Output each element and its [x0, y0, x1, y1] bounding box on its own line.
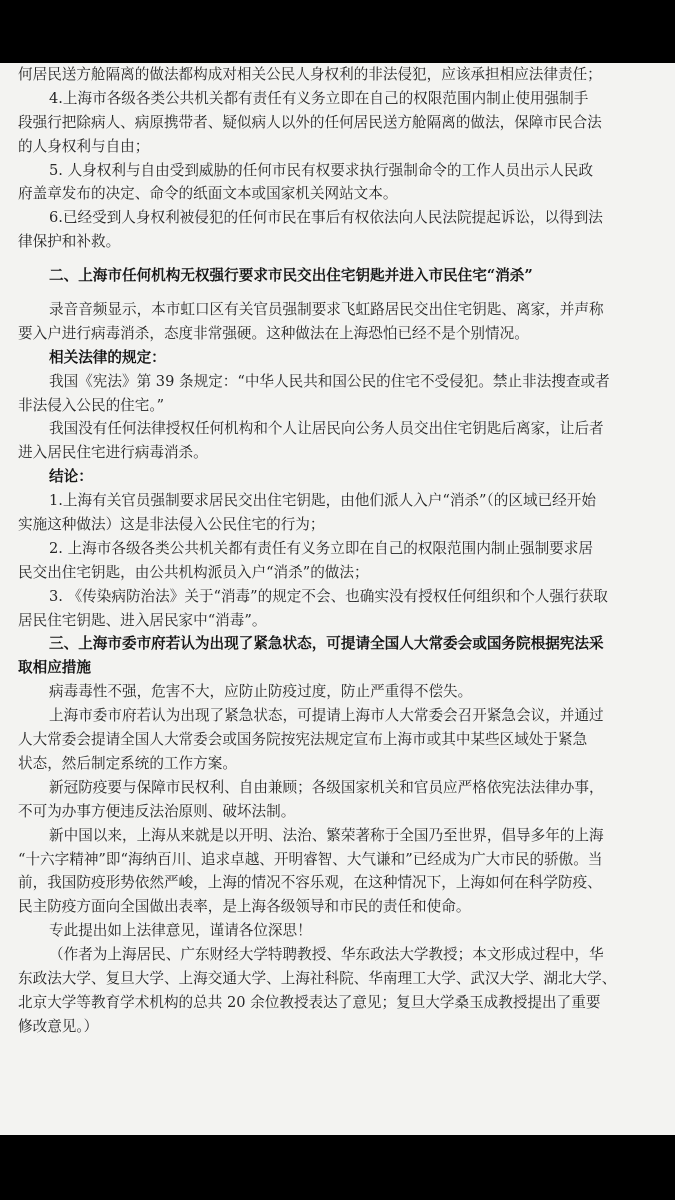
text-line: 进入居民住宅进行病毒消杀。 — [18, 444, 208, 462]
text-line: 状态，然后制定系统的工作方案。 — [18, 754, 237, 772]
text-line: 民主防疫方面向全国做出表率，是上海各级领导和市民的责任和使命。 — [18, 898, 471, 916]
text-line: 人大常委会提请全国人大常委会或国务院按宪法规定宣布上海市或其中某些区域处于紧急 — [18, 731, 588, 749]
text-line: “十六字精神”即“海纳百川、追求卓越、开明睿智、大气谦和”已经成为广大市民的骄傲。当 — [18, 850, 603, 868]
text-line: 我国没有任何法律授权任何机构和个人让居民向公务人员交出住宅钥匙后离家，让后者 — [49, 420, 604, 438]
paragraph-gap — [0, 254, 675, 264]
text-line: 新中国以来，上海从来就是以开明、法治、繁荣著称于全国乃至世界，倡导多年的上海 — [49, 826, 604, 844]
text-line: 前，我国防疫形势依然严峻，上海的情况不容乐观，在这种情况下，上海如何在科学防疫、 — [18, 874, 602, 892]
section-heading-line: 结论： — [49, 468, 93, 486]
text-line: 民交出住宅钥匙，由公共机构派员入户“消杀”的做法； — [18, 563, 369, 581]
text-line: 病毒毒性不强，危害不大，应防止防疫过度，防止严重得不偿失。 — [49, 683, 473, 701]
text-line: 6.已经受到人身权利被侵犯的任何市民在事后有权依法向人民法院提起诉讼，以得到法 — [49, 209, 603, 227]
section-heading-line: 相关法律的规定： — [49, 348, 166, 366]
text-line: 1.上海有关官员强制要求居民交出住宅钥匙，由他们派人入户“消杀”（的区域已经开始 — [49, 492, 596, 510]
text-line: 新冠防疫要与保障市民权利、自由兼顾；各级国家机关和官员应严格依宪法法律办事， — [49, 778, 604, 796]
text-line: 段强行把除病人、病原携带者、疑似病人以外的任何居民送方舱隔离的做法，保障市民合法 — [18, 113, 602, 131]
text-line: 录音音频显示，本市虹口区有关官员强制要求飞虹路居民交出住宅钥匙、离家，并声称 — [49, 301, 604, 319]
document-body — [0, 63, 675, 1039]
text-line: 2. 上海市各级各类公共机关都有责任有义务立即在自己的权限范围内制止强制要求居 — [49, 539, 593, 557]
document-page — [0, 63, 675, 1135]
text-line: 东政法大学、复旦大学、上海交通大学、上海社科院、华南理工大学、武汉大学、湖北大学、 — [18, 969, 617, 987]
section-heading-line: 三、上海市委市府若认为出现了紧急状态，可提请全国人大常委会或国务院根据宪法采 — [49, 635, 604, 653]
text-line: 府盖章发布的决定、命令的纸面文本或国家机关网站文本。 — [18, 185, 398, 203]
paragraph-gap — [0, 288, 675, 298]
text-line: 5. 人身权利与自由受到威胁的任何市民有权要求执行强制命令的工作人员出示人民政 — [49, 161, 593, 179]
text-line: 不可为办事方便违反法治原则、破坏法制。 — [18, 802, 296, 820]
text-line: 律保护和补救。 — [18, 233, 121, 251]
text-line: 实施这种做法）这是非法侵入公民住宅的行为； — [18, 516, 325, 534]
text-line: 何居民送方舱隔离的做法都构成对相关公民人身权利的非法侵犯，应该承担相应法律责任； — [18, 66, 602, 83]
text-line: 居民住宅钥匙、进入居民家中“消毒”。 — [18, 611, 267, 629]
text-line: 的人身权利与自由； — [18, 137, 150, 155]
text-line: 我国《宪法》第 39 条规定：“中华人民共和国公民的住宅不受侵犯。禁止非法搜查或者 — [49, 372, 610, 390]
text-line: 要入户进行病毒消杀，态度非常强硬。这种做法在上海恐怕已经不是个别情况。 — [18, 324, 529, 342]
text-line: 3. 《传染病防治法》关于“消毒”的规定不会、也确实没有授权任何组织和个人强行获取 — [49, 587, 608, 605]
text-line: 专此提出如上法律意见，谨请各位深思！ — [49, 922, 312, 940]
text-line: 上海市委市府若认为出现了紧急状态，可提请上海市人大常委会召开紧急会议，并通过 — [49, 707, 604, 725]
text-line: 北京大学等教育学术机构的总共 20 余位教授表达了意见；复旦大学桑玉成教授提出了重要 — [18, 993, 601, 1011]
section-heading-line: 二、上海市任何机构无权强行要求市民交出住宅钥匙并进入市民住宅“消杀” — [49, 267, 533, 285]
text-line: （作者为上海居民、广东财经大学特聘教授、华东政法大学教授；本文形成过程中，华 — [49, 946, 604, 964]
text-line: 4.上海市各级各类公共机关都有责任有义务立即在自己的权限范围内制止使用强制手 — [49, 89, 589, 107]
text-line: 非法侵入公民的住宅。” — [18, 396, 165, 414]
section-heading-line: 取相应措施 — [18, 659, 91, 677]
text-line: 修改意见。） — [18, 1017, 99, 1035]
